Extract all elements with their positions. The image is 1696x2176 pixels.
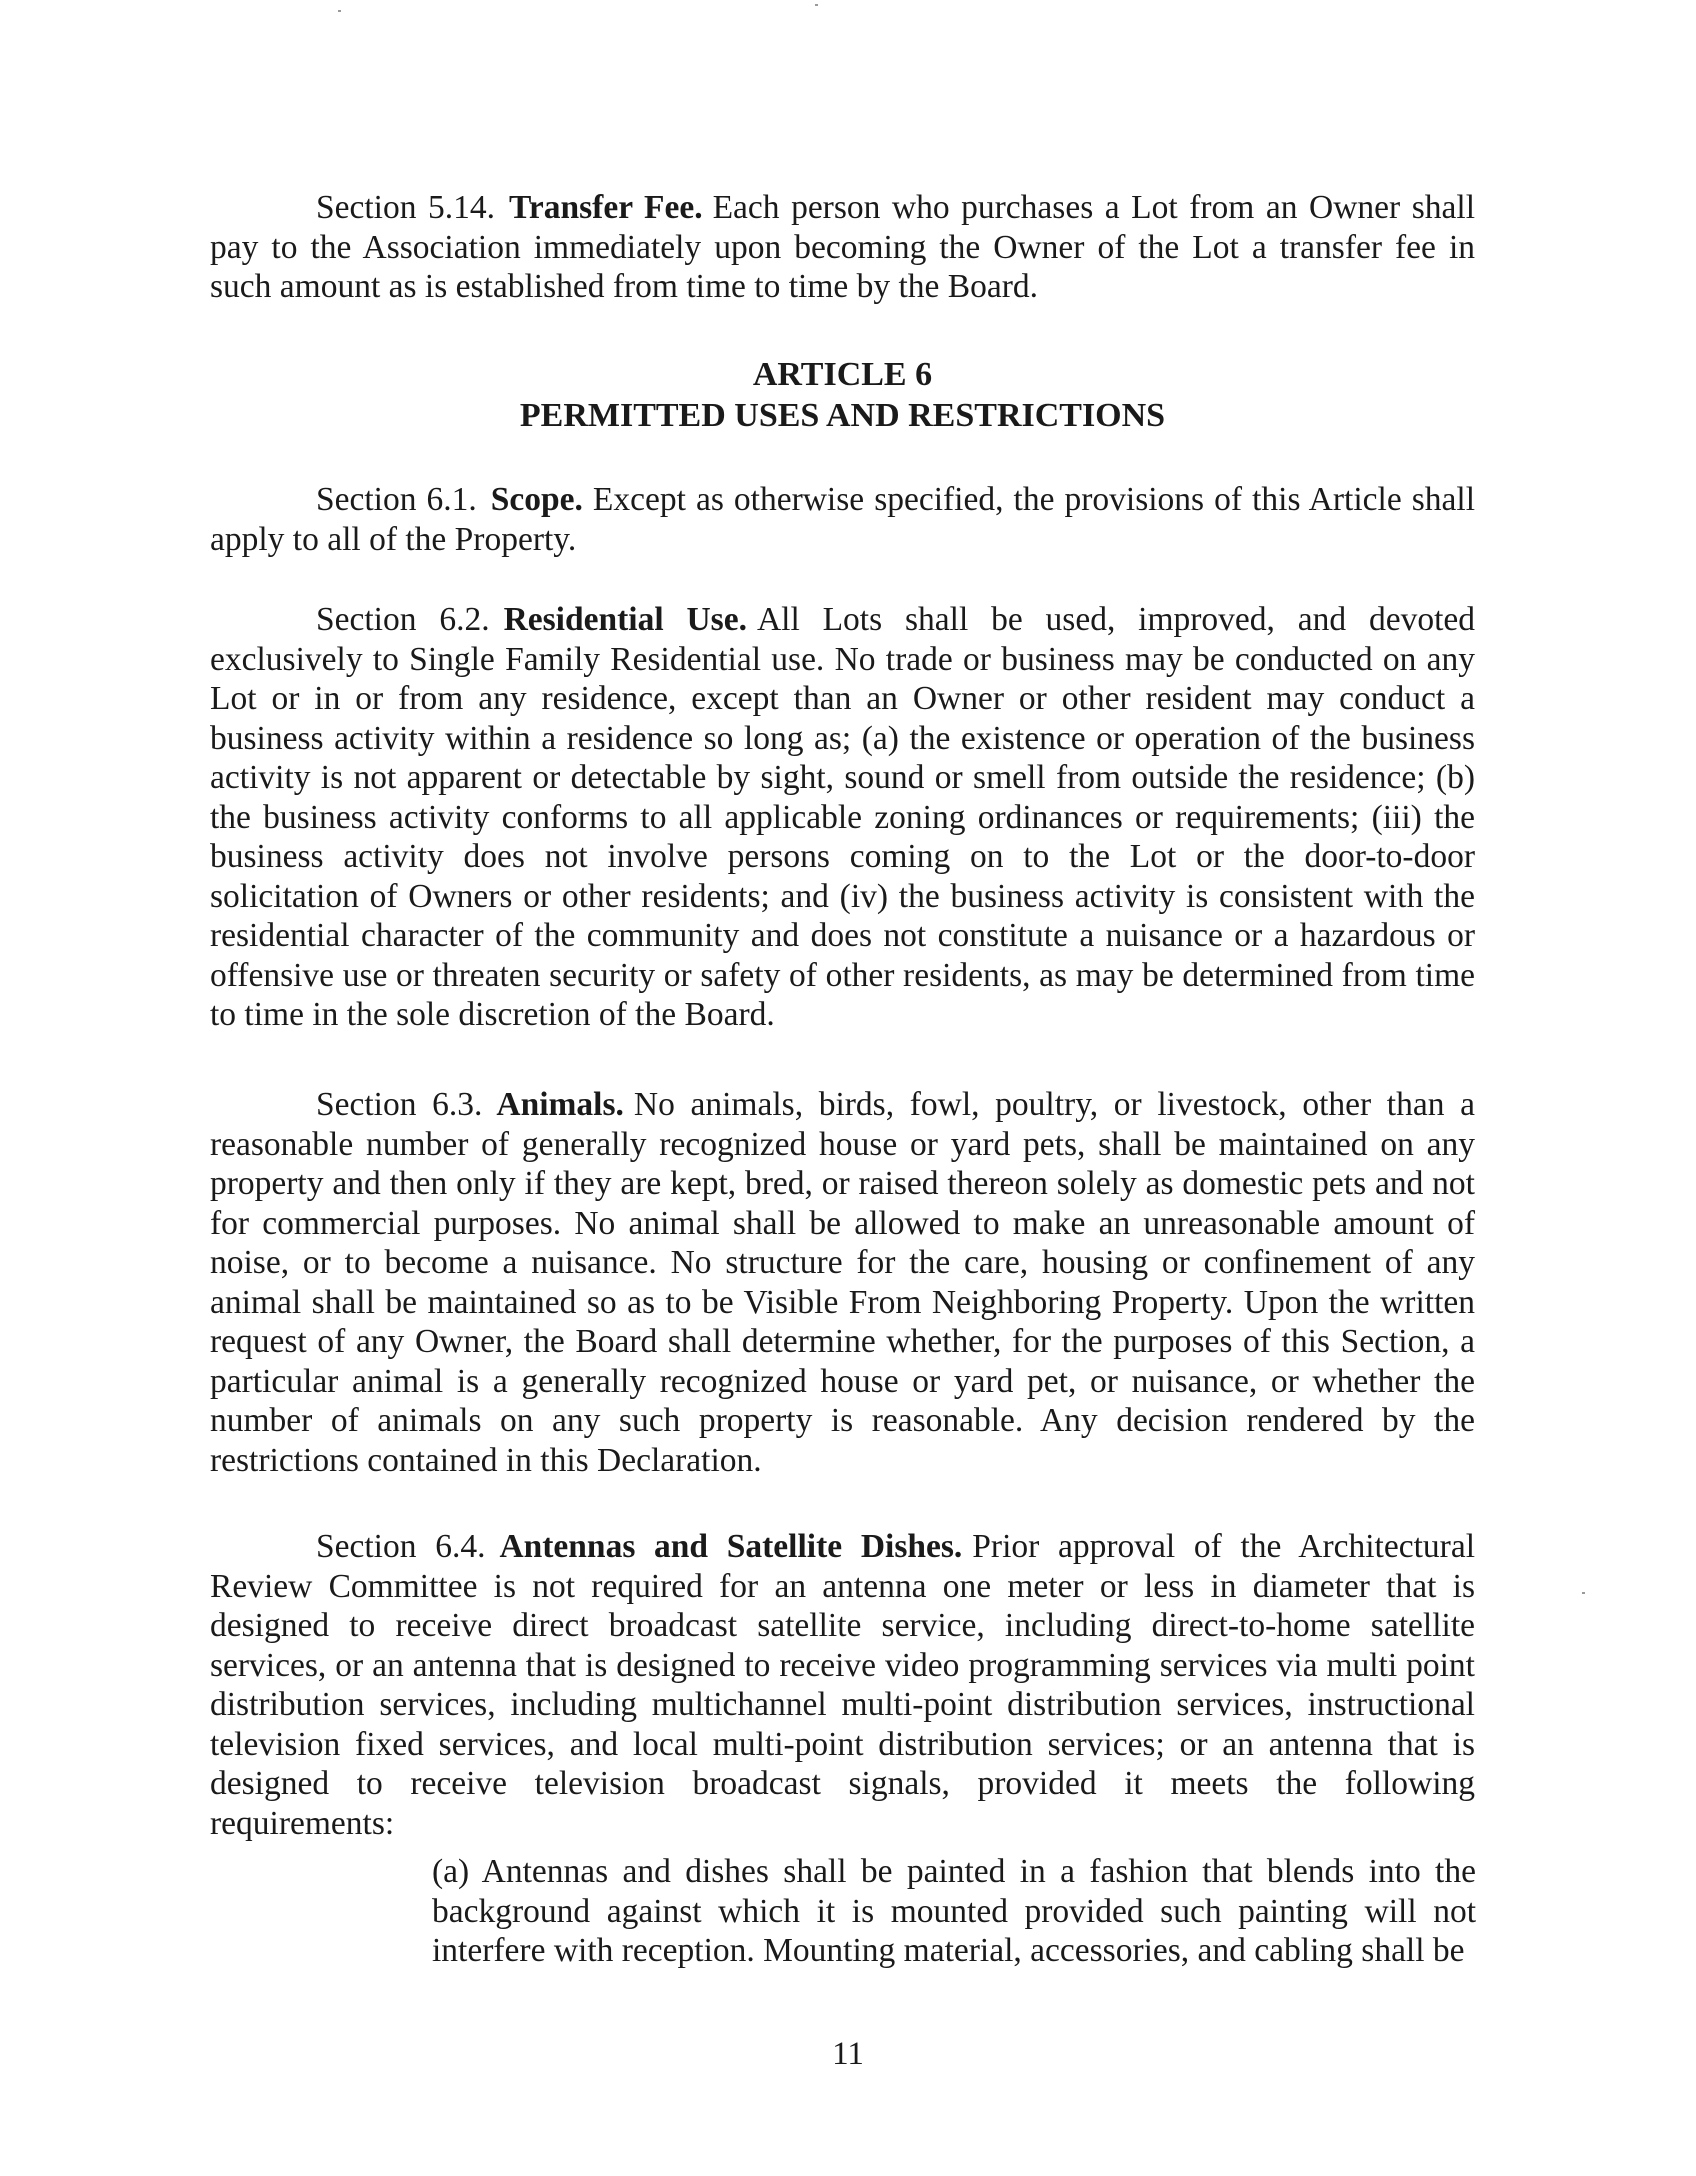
section-5-14 <box>210 188 1475 307</box>
section-title: Antennas and Satellite Dishes. <box>499 1528 963 1565</box>
section-6-2 <box>210 600 1475 1035</box>
section-number: Section 6.4. <box>316 1528 486 1565</box>
section-title: Transfer Fee. <box>509 189 703 226</box>
section-number: Section 6.2. <box>316 601 490 638</box>
section-text: No animals, birds, fowl, poultry, or livestock, other than a reasonable number of generally recognized house or yard pets, shall be maintained on any property and then only if they are kept, bred, or raised thereon solely as domestic pets and not for commercial purposes. No animal shall be allowed to make an unreasonable amount of noise, or to become a nuisance. No structure for the care, housing or confinement of any animal shall be maintained so as to be Visible From Neighboring Property. Upon the written request of any Owner, the Board shall determine whether, for the purposes of this Section, a particular animal is a generally recognized house or yard pet, or nuisance, or whether the number of animals on any such property is reasonable. Any decision rendered by the restrictions contained in this Declaration. <box>210 1086 1476 1479</box>
section-paragraph <box>210 1085 1475 1480</box>
section-text: All Lots shall be used, improved, and devoted exclusively to Single Family Residential use. No trade or business may be conducted on any Lot or in or from any residence, except than an Owner or other resident may conduct a business activity within a residence so long as; (a) the existence or operation of the business activity is not apparent or detectable by sight, sound or smell from outside the residence; (b) the business activity conforms to all applicable zoning ordinances or requirements; (iii) the business activity does not involve persons coming on to the Lot or the door-to-door solicitation of Owners or other residents; and (iv) the business activity is consistent with the residential character of the community and does not constitute a nuisance or a hazardous or offensive use or threaten security or safety of other residents, as may be determined from time to time in the sole discretion of the Board. <box>210 601 1476 1033</box>
scan-speck <box>338 10 341 12</box>
section-paragraph <box>210 188 1475 307</box>
section-text: Each person who purchases a Lot from an Owner shall pay to the Association immediately upon becoming the Owner of the Lot a transfer fee in such amount as is established from time to time by the Board. <box>210 189 1475 305</box>
section-number: Section 6.1. <box>316 481 477 518</box>
scan-speck <box>815 4 818 6</box>
section-text: Except as otherwise specified, the provisions of this Article shall apply to all of the Property. <box>210 481 1475 558</box>
section-paragraph <box>210 1527 1475 1843</box>
page-number: 11 <box>832 2036 864 2072</box>
section-text: Prior approval of the Architectural Review Committee is not required for an antenna one meter or less in diameter that is designed to receive direct broadcast satellite service, including direct-to-home satellite services, or an antenna that is designed to receive video programming services via multi point distribution services, including multichannel multi-point distribution services, instructional television fixed services, and local multi-point distribution services; or an antenna that is designed to receive television broadcast signals, provided it meets the following requirements: <box>210 1528 1475 1842</box>
section-6-3 <box>210 1085 1475 1480</box>
section-number: Section 6.3. <box>316 1086 483 1123</box>
section-title: Animals. <box>496 1086 624 1123</box>
subsection-text: (a) Antennas and dishes shall be painted in a fashion that blends into the background against which it is mounted provided such painting will not interfere with reception. Mounting material, accessories, and cabling shall be <box>432 1853 1476 1969</box>
section-title: Scope. <box>490 481 583 518</box>
section-6-1 <box>210 480 1475 559</box>
section-paragraph <box>210 600 1475 1035</box>
subsection-a <box>432 1852 1476 1971</box>
section-number: Section 5.14. <box>316 189 496 226</box>
article-number: ARTICLE 6 <box>752 356 933 393</box>
article-title: PERMITTED USES AND RESTRICTIONS <box>519 397 1166 434</box>
section-6-4 <box>210 1527 1475 1843</box>
section-title: Residential Use. <box>503 601 747 638</box>
section-paragraph <box>210 480 1475 559</box>
scan-speck <box>1582 1592 1585 1594</box>
